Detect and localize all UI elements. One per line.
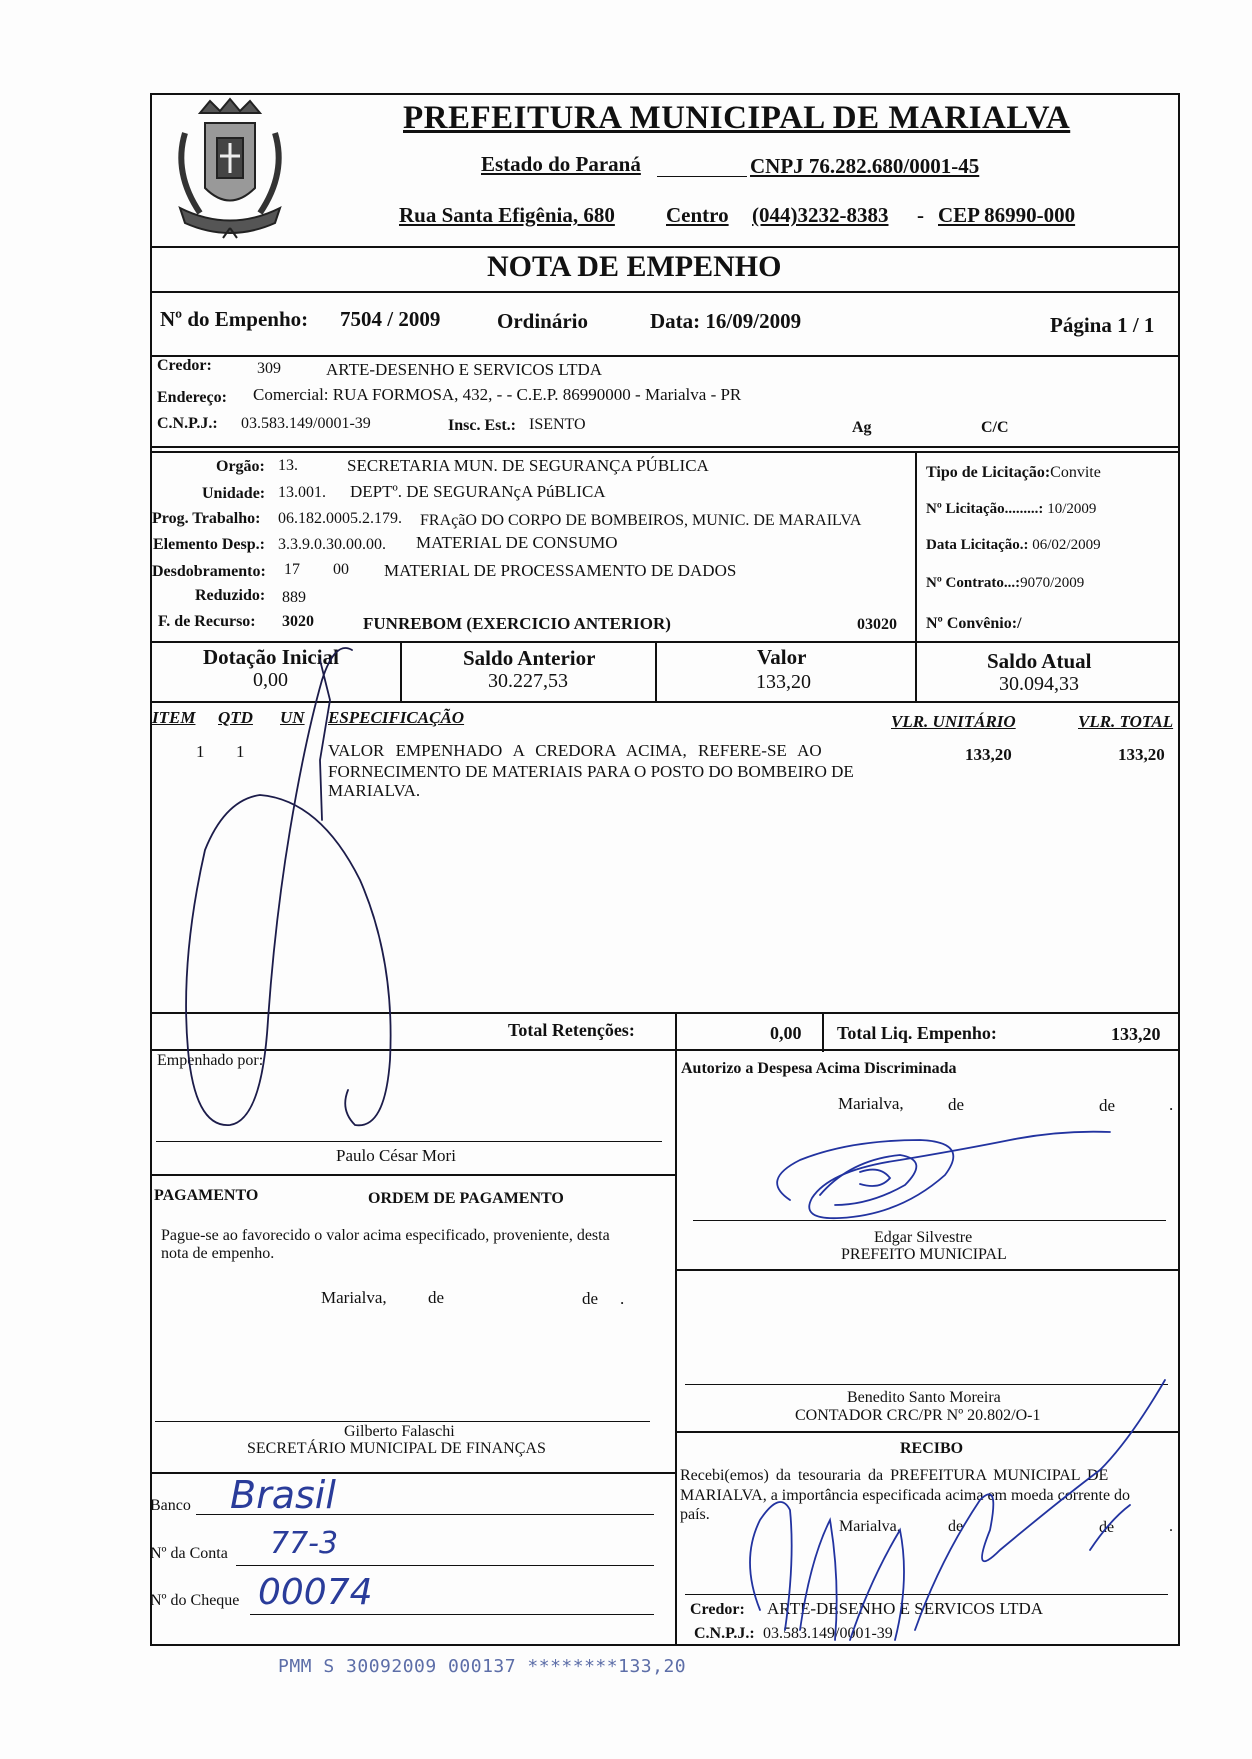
ordem-pagamento: ORDEM DE PAGAMENTO	[368, 1190, 564, 1207]
desdobramento-name: MATERIAL DE PROCESSAMENTO DE DADOS	[384, 561, 737, 580]
convenio-label: Nº Convênio:/	[926, 615, 1022, 632]
col-spec: ESPECIFICAÇÃO	[328, 708, 465, 727]
retencoes-value: 0,00	[770, 1023, 802, 1043]
tipo-licitacao-value: Convite	[1050, 464, 1101, 481]
prog-code: 06.182.0005.2.179.	[278, 510, 402, 527]
autorizo-dot: .	[1169, 1095, 1174, 1114]
address-label: Endereço:	[157, 389, 227, 406]
unidade-code: 13.001.	[278, 484, 326, 501]
prog-label: Prog. Trabalho:	[152, 510, 261, 527]
licitacao-number-value: 10/2009	[1047, 501, 1097, 517]
desdobramento-code-1: 17	[284, 561, 300, 578]
credor-address: Comercial: RUA FORMOSA, 432, - - C.E.P. 86990000 - Marialva - PR	[253, 385, 742, 404]
divider	[150, 701, 1180, 703]
pagamento-de-1: de	[428, 1288, 445, 1307]
recurso-name: FUNREBOM (EXERCICIO ANTERIOR)	[363, 614, 671, 633]
recibo-dot: .	[1169, 1518, 1173, 1535]
recurso-code: 3020	[282, 613, 314, 630]
tipo-licitacao-label: Tipo de Licitação:	[926, 464, 1051, 481]
signature-line	[693, 1220, 1166, 1221]
divider	[150, 291, 1180, 293]
contador-title: CONTADOR CRC/PR Nº 20.802/O-1	[795, 1407, 1041, 1424]
contrato-value: 9070/2009	[1020, 575, 1085, 591]
insc-label: Insc. Est.:	[448, 417, 517, 434]
reduzido-label: Reduzido:	[195, 587, 266, 604]
conta-handwritten: 77-3	[270, 1526, 339, 1561]
licitacao-date	[926, 537, 1101, 554]
recibo-title: RECIBO	[900, 1440, 964, 1457]
cc-label: C/C	[981, 419, 1009, 436]
prefeito-title: PREFEITO MUNICIPAL	[841, 1246, 1007, 1263]
licitacao-number	[926, 501, 1096, 518]
recibo-text-3: país.	[680, 1506, 710, 1523]
pagamento-dot: .	[620, 1289, 625, 1308]
reduzido-value: 889	[282, 589, 306, 606]
header-district: Centro	[666, 203, 729, 227]
document-title: NOTA DE EMPENHO	[487, 250, 782, 283]
divider	[400, 641, 402, 701]
recurso-number: 03020	[857, 616, 897, 633]
elemento-label: Elemento Desp.:	[153, 536, 265, 553]
secretario-title: SECRETÁRIO MUNICIPAL DE FINANÇAS	[247, 1440, 546, 1457]
autorizo-place: Marialva,	[838, 1094, 904, 1113]
recibo-text-1: Recebi(emos) da tesouraria da PREFEITURA MUNICIPAL DE	[680, 1467, 1109, 1484]
licitacao-date-value: 06/02/2009	[1032, 537, 1101, 553]
signature-line	[685, 1594, 1168, 1595]
signature-line	[155, 1421, 650, 1422]
banco-handwritten: Brasil	[230, 1473, 336, 1517]
empenho-label: Nº do Empenho:	[160, 307, 309, 331]
signature-line	[685, 1384, 1168, 1385]
col-total-value: VLR. TOTAL	[1078, 712, 1174, 731]
contador-name: Benedito Santo Moreira	[847, 1389, 1001, 1406]
liq-empenho-value: 133,20	[1111, 1024, 1161, 1044]
pagamento-de-2: de	[582, 1289, 599, 1308]
conta-label: Nº da Conta	[150, 1545, 228, 1562]
licitacao-number-label: Nº Licitação.........:	[926, 501, 1044, 517]
orgao-label: Orgão:	[216, 458, 265, 475]
divider	[675, 1012, 677, 1052]
header-title: PREFEITURA MUNICIPAL DE MARIALVA	[403, 100, 1071, 136]
elemento-name: MATERIAL DE CONSUMO	[416, 533, 618, 552]
empenhado-name: Paulo César Mori	[336, 1146, 456, 1165]
coat-of-arms-icon	[155, 93, 305, 243]
saldo-anterior-label: Saldo Anterior	[463, 646, 596, 670]
header-state: Estado do Paraná	[481, 152, 641, 176]
header-cep: CEP 86990-000	[938, 203, 1076, 227]
credor-label: Credor:	[157, 357, 212, 374]
contrato-number	[926, 575, 1084, 592]
unidade-name: DEPTº. DE SEGURANçA PúBLICA	[350, 482, 606, 501]
header-cnpj: CNPJ 76.282.680/0001-45	[750, 154, 980, 178]
header-street: Rua Santa Efigênia, 680	[399, 203, 615, 227]
row-spec-line-3: MARIALVA.	[328, 781, 421, 800]
col-item: ITEM	[152, 708, 196, 727]
contrato-label: Nº Contrato...:	[926, 575, 1021, 591]
recibo-place: Marialva,	[839, 1518, 901, 1535]
retencoes-label: Total Retenções:	[508, 1020, 635, 1040]
empenhado-label: Empenhado por:	[157, 1052, 264, 1069]
credor-name: ARTE-DESENHO E SERVICOS LTDA	[326, 360, 603, 379]
divider	[150, 1012, 1180, 1014]
credor-insc: ISENTO	[529, 416, 586, 433]
recibo-text-2: MARIALVA, a importância especificada acima em moeda corrente do	[680, 1487, 1131, 1504]
divider	[150, 1472, 675, 1474]
autorizo-de-2: de	[1099, 1096, 1116, 1115]
dotacao-value: 0,00	[253, 669, 288, 691]
saldo-atual-value: 30.094,33	[999, 673, 1079, 695]
cheque-label: Nº do Cheque	[150, 1592, 240, 1609]
unidade-label: Unidade:	[202, 485, 266, 502]
recurso-label: F. de Recurso:	[158, 613, 256, 630]
prefeito-name: Edgar Silvestre	[874, 1229, 973, 1246]
licitacao-date-label: Data Licitação.:	[926, 537, 1029, 553]
credor-code: 309	[257, 360, 281, 377]
liq-empenho-label: Total Liq. Empenho:	[837, 1023, 997, 1043]
empenho-type: Ordinário	[497, 309, 589, 333]
divider	[150, 1049, 1180, 1051]
divider	[150, 246, 1180, 248]
divider	[150, 641, 1180, 643]
header-dash: -	[917, 203, 924, 227]
pagamento-label: PAGAMENTO	[154, 1187, 259, 1204]
secretario-name: Gilberto Falaschi	[344, 1423, 455, 1440]
desdobramento-code-2: 00	[333, 561, 349, 578]
orgao-code: 13.	[278, 457, 298, 474]
cnpj-label: C.N.P.J.:	[157, 415, 218, 432]
saldo-atual-label: Saldo Atual	[987, 649, 1092, 673]
autorizo-text: Autorizo a Despesa Acima Discriminada	[681, 1060, 957, 1077]
prog-name: FRAçãO DO CORPO DE BOMBEIROS, MUNIC. DE MARAILVA	[420, 512, 862, 529]
recibo-de-2: de	[1099, 1519, 1115, 1536]
pagamento-text-2: nota de empenho.	[161, 1245, 275, 1262]
autorizo-de-1: de	[948, 1095, 965, 1114]
divider	[150, 451, 1180, 453]
pagamento-text-1: Pague-se ao favorecido o valor acima especificado, proveniente, desta	[161, 1227, 610, 1244]
field-line	[250, 1614, 654, 1615]
divider	[150, 355, 1180, 357]
divider	[915, 451, 917, 641]
divider	[675, 1431, 1180, 1433]
banco-label: Banco	[150, 1497, 191, 1514]
elemento-code: 3.3.9.0.30.00.00.	[278, 536, 386, 553]
payment-stamp: PMM S 30092009 000137 ********133,20	[278, 1656, 687, 1677]
empenho-date: Data: 16/09/2009	[650, 309, 802, 333]
orgao-name: SECRETARIA MUN. DE SEGURANÇA PÚBLICA	[347, 456, 709, 475]
recibo-cnpj-label: C.N.P.J.:	[694, 1625, 755, 1642]
ag-label: Ag	[852, 419, 872, 436]
divider	[150, 1174, 675, 1176]
col-un: UN	[280, 708, 305, 727]
desdobramento-label: Desdobramento:	[152, 563, 266, 580]
col-unit-value: VLR. UNITÁRIO	[891, 712, 1016, 731]
header-underline	[657, 176, 747, 177]
valor-value: 133,20	[756, 671, 811, 693]
divider	[655, 641, 657, 701]
recibo-cnpj: 03.583.149/0001-39	[763, 1625, 893, 1642]
row-total-value: 133,20	[1118, 745, 1165, 764]
row-qtd: 1	[236, 742, 245, 761]
page-number: Página 1 / 1	[1050, 313, 1155, 337]
row-item: 1	[196, 742, 205, 761]
divider	[822, 1012, 824, 1052]
pagamento-place: Marialva,	[321, 1288, 387, 1307]
signature-line	[156, 1141, 662, 1142]
divider	[915, 641, 917, 701]
header-phone: (044)3232-8383	[752, 203, 889, 227]
col-qtd: QTD	[218, 708, 253, 727]
empenho-number: 7504 / 2009	[340, 307, 441, 331]
recibo-credor-label: Credor:	[690, 1601, 745, 1618]
dotacao-label: Dotação Inicial	[203, 645, 339, 669]
tipo-licitacao	[926, 464, 1101, 482]
divider	[675, 1269, 1180, 1271]
row-spec-line-2: FORNECIMENTO DE MATERIAIS PARA O POSTO DO BOMBEIRO DE	[328, 762, 854, 781]
recibo-credor-name: ARTE-DESENHO E SERVICOS LTDA	[767, 1599, 1044, 1618]
valor-label: Valor	[757, 645, 807, 669]
divider	[675, 1049, 677, 1646]
divider	[150, 446, 1180, 448]
recibo-de-1: de	[948, 1518, 964, 1535]
saldo-anterior-value: 30.227,53	[488, 670, 568, 692]
row-unit-value: 133,20	[965, 745, 1012, 764]
field-line	[236, 1565, 654, 1566]
cheque-handwritten: 00074	[258, 1572, 373, 1613]
row-spec-line-1: VALOR EMPENHADO A CREDORA ACIMA, REFERE-SE AO	[328, 741, 822, 760]
credor-cnpj: 03.583.149/0001-39	[241, 415, 371, 432]
field-line	[196, 1514, 654, 1515]
